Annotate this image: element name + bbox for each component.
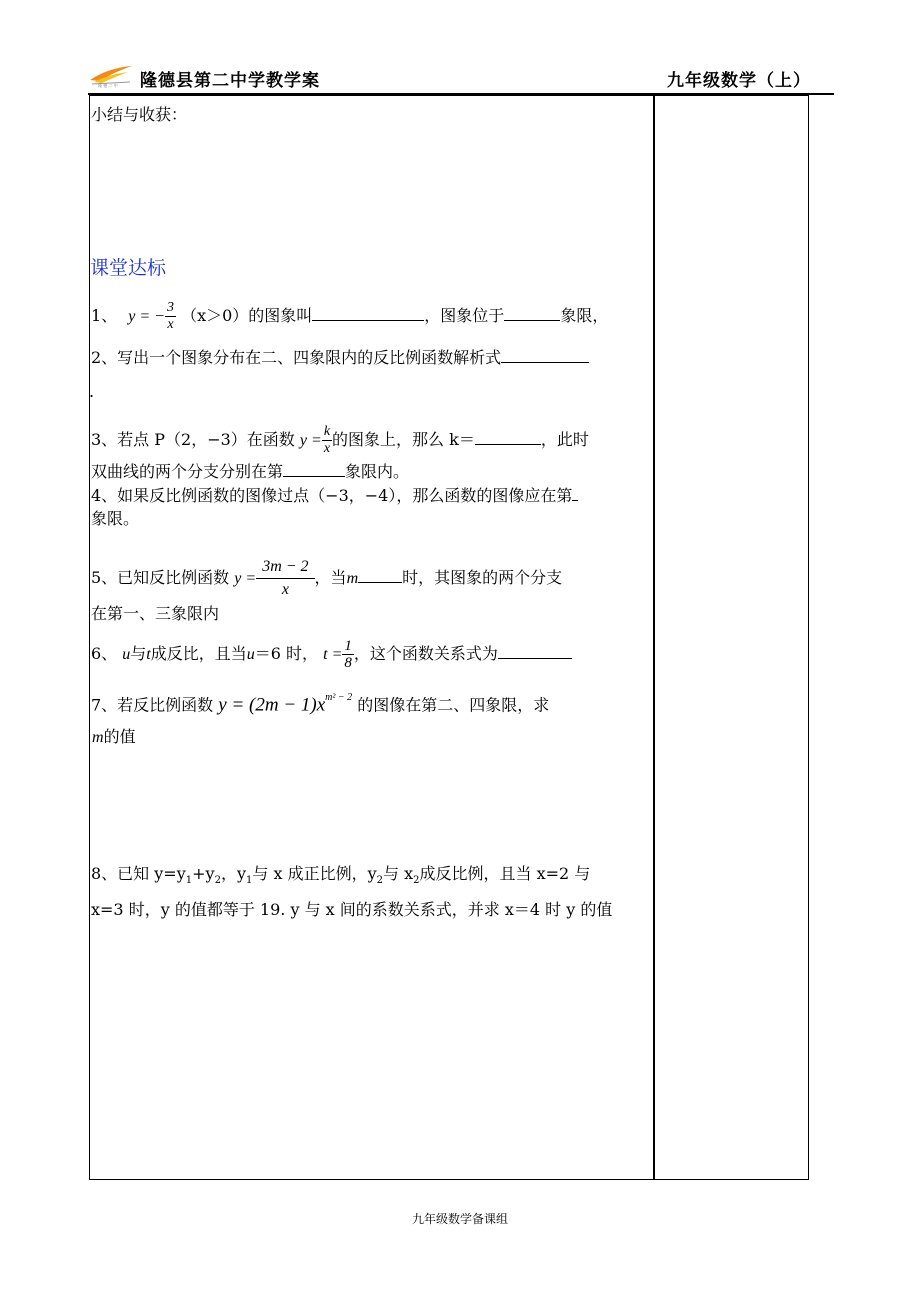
table-column-divider bbox=[653, 95, 655, 1180]
q6-number: 6、 bbox=[91, 644, 118, 663]
q8-text-f: 成反比例，且当 x=2 与 bbox=[419, 864, 591, 883]
q6-text-2: 成反比，且当 bbox=[150, 644, 247, 663]
q5-blank[interactable] bbox=[358, 568, 402, 583]
q3-fraction bbox=[322, 424, 332, 457]
q6-end: ，这个函数关系式为 bbox=[353, 644, 498, 663]
header-subject: 九年级数学（上） bbox=[667, 71, 811, 91]
section-heading: 课堂达标 bbox=[90, 257, 167, 279]
q8-text-b: +y bbox=[192, 864, 215, 883]
q1-frac-num: 3 bbox=[166, 300, 174, 315]
q5-pre: 5、已知反比例函数 bbox=[91, 568, 230, 587]
q7-pre: 7、若反比例函数 bbox=[91, 695, 214, 715]
footer-text: 九年级数学备课组 bbox=[411, 1212, 508, 1226]
q1-blank-2[interactable] bbox=[504, 304, 560, 321]
question-5 bbox=[91, 556, 562, 601]
q3-mid: 的图象上，那么 k＝ bbox=[332, 430, 475, 449]
q8-text-d: 与 x 成正比例，y bbox=[252, 864, 377, 883]
q6-frac-den: 8 bbox=[344, 655, 352, 671]
q6-blank[interactable] bbox=[498, 642, 572, 659]
q8-sub-4: 2 bbox=[376, 875, 384, 887]
question-7-line-2 bbox=[92, 727, 136, 748]
question-7 bbox=[91, 692, 549, 715]
q8-text-a: 8、已知 y=y bbox=[91, 864, 186, 883]
q5-frac-num: 3m − 2 bbox=[256, 556, 314, 579]
question-2 bbox=[91, 346, 589, 368]
q3-frac-den: x bbox=[323, 441, 331, 456]
q3-blank-quadrant[interactable] bbox=[283, 460, 345, 477]
q3-pre: 3、若点 P（2，−3）在函数 bbox=[91, 430, 295, 449]
q6-var-u: u bbox=[122, 646, 131, 663]
q5-frac-den: x bbox=[281, 581, 289, 598]
q1-number: 1、 bbox=[91, 306, 118, 325]
q4-line1: 4、如果反比例函数的图像过点（−3，−4），那么函数的图像应在第 bbox=[91, 486, 573, 505]
q5-mid: ，当 bbox=[314, 568, 347, 587]
question-4 bbox=[91, 484, 578, 506]
q7-line2: 的值 bbox=[103, 727, 136, 746]
q8-sub-2: 2 bbox=[214, 875, 221, 887]
q5-var-m: m bbox=[346, 570, 359, 587]
q1-frac-den: x bbox=[167, 317, 174, 332]
q2-blank[interactable] bbox=[501, 346, 589, 363]
q6-var-u-2: u bbox=[246, 646, 255, 663]
question-6 bbox=[91, 638, 572, 671]
q3-end: ，此时 bbox=[540, 430, 589, 449]
q4-blank[interactable] bbox=[572, 484, 578, 501]
q1-blank-1[interactable] bbox=[312, 304, 424, 321]
q1-condition: （x＞0）的图象叫 bbox=[181, 306, 313, 325]
q5-end: 时，其图象的两个分支 bbox=[402, 568, 563, 587]
q6-var-t: t bbox=[146, 646, 151, 663]
q5-eq-lhs: y = bbox=[234, 570, 257, 587]
q7-exponent: m² − 2 bbox=[325, 692, 353, 703]
q2-dot: . bbox=[89, 382, 95, 401]
q3-eq-lhs: y = bbox=[299, 432, 322, 449]
q3-line2-end: 象限内。 bbox=[345, 462, 410, 481]
q2-text: 2、写出一个图象分布在二、四象限内的反比例函数解析式 bbox=[91, 348, 502, 367]
question-3 bbox=[91, 424, 589, 457]
question-3-line-2 bbox=[91, 460, 409, 482]
question-1 bbox=[91, 300, 608, 333]
q7-var-m: m bbox=[92, 729, 104, 746]
q5-fraction bbox=[256, 556, 314, 601]
summary-label: 小结与收获： bbox=[91, 105, 188, 124]
q8-text-e: 与 x bbox=[383, 864, 414, 883]
q7-formula: y = (2m − 1)x bbox=[218, 694, 326, 716]
q8-sub-3: 1 bbox=[246, 875, 253, 887]
q8-sub-1: 1 bbox=[185, 875, 193, 887]
q6-frac-num: 1 bbox=[344, 638, 352, 654]
q8-line2: x=3 时，y 的值都等于 19. y 与 x 间的系数关系式，并求 x＝4 时 y 的值 bbox=[91, 900, 613, 919]
question-8 bbox=[91, 864, 590, 891]
q6-text-1: 与 bbox=[130, 644, 147, 663]
q1-eq-lhs: y = − bbox=[128, 308, 165, 325]
header-title: 隆德县第二中学教学案 bbox=[140, 71, 320, 91]
q8-sub-5: 2 bbox=[413, 875, 420, 887]
q5-line2: 在第一、三象限内 bbox=[91, 604, 220, 623]
q7-end: 的图像在第二、四象限，求 bbox=[357, 695, 550, 715]
q6-t-eq: t = bbox=[323, 646, 343, 663]
q1-mid: ，图象位于 bbox=[424, 306, 505, 325]
svg-text:隆 德 二 中: 隆 德 二 中 bbox=[98, 83, 118, 88]
q6-fraction bbox=[342, 638, 354, 671]
q1-fraction bbox=[165, 300, 176, 333]
q1-end: 象限， bbox=[560, 306, 609, 325]
school-logo bbox=[88, 62, 136, 88]
q8-text-c: ，y bbox=[220, 864, 247, 883]
q3-line2: 双曲线的两个分支分别在第 bbox=[91, 462, 284, 481]
q3-frac-num: k bbox=[323, 424, 331, 439]
q3-blank-k[interactable] bbox=[475, 428, 541, 445]
q6-text-3: ＝6 时， bbox=[254, 644, 319, 663]
q4-line2: 象限。 bbox=[91, 509, 140, 528]
